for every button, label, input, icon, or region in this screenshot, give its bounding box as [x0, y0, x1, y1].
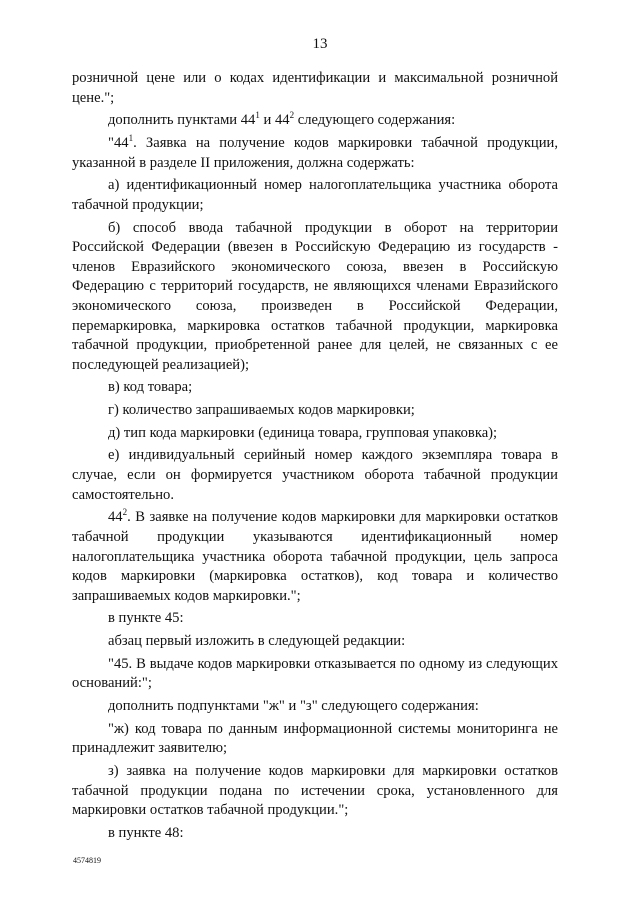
paragraph: з) заявка на получение кодов маркировки для маркировки остатков табачной продукции подана по истечении срока, установленного для маркировки остатков табачной продукции.";: [72, 763, 558, 819]
paragraph: в пункте 45:: [108, 610, 184, 627]
paragraph: г) количество запрашиваемых кодов маркировки;: [108, 402, 415, 419]
superscript: 1: [128, 133, 134, 144]
paragraph-text: . В заявке на получение кодов маркировки для маркировки остатков табачной продукции указываются идентификационный номер налогоплательщика участника оборота табачной продукции, цель запроса кодов маркировки (маркировка остатков), код товара и количество запрашиваемых кодов маркировки.";: [72, 509, 558, 604]
paragraph-text: дополнить пунктами 44: [108, 112, 256, 129]
paragraph: розничной цене или о кодах идентификации и максимальной розничной цене.";: [72, 70, 558, 106]
paragraph: в) код товара;: [108, 379, 193, 396]
paragraph-text: следующего содержания:: [294, 112, 456, 129]
paragraph: дополнить подпунктами "ж" и "з" следующего содержания:: [108, 698, 479, 715]
superscript: 1: [255, 110, 260, 121]
paragraph: в пункте 48:: [108, 824, 184, 841]
document-code: 4574819: [73, 856, 101, 865]
paragraph: [72, 134, 558, 173]
paragraph: [72, 111, 558, 131]
paragraph: "ж) код товара по данным информационной системы мониторинга не принадлежит заявителю;: [72, 720, 558, 757]
paragraph: е) индивидуальный серийный номер каждого экземпляра товара в случае, если он формируется участником оборота табачной продукции самостоятельно.: [72, 447, 558, 503]
superscript: 2: [289, 110, 295, 121]
document-body: [72, 69, 558, 847]
paragraph: д) тип кода маркировки (единица товара, групповая упаковка);: [108, 424, 498, 441]
paragraph-text: 44: [108, 509, 123, 526]
paragraph-text: "44: [108, 134, 129, 151]
superscript: 2: [122, 507, 128, 518]
page-number: 13: [312, 36, 328, 52]
paragraph: [72, 508, 558, 606]
paragraph-text: . Заявка на получение кодов маркировки табачной продукции, указанной в разделе II приложения, должна содержать:: [72, 134, 558, 171]
paragraph-text: и 44: [259, 112, 290, 129]
paragraph: абзац первый изложить в следующей редакции:: [108, 633, 406, 650]
paragraph: а) идентификационный номер налогоплательщика участника оборота табачной продукции;: [72, 177, 558, 213]
paragraph: б) способ ввода табачной продукции в оборот на территории Российской Федерации (ввезен в Российскую Федерацию из государств - членов Евразийского экономического союза, ввезен в Российскую Федерацию с территорий государств, не являющихся членами Евразийского экономического союза, произведен в Российской Федерации, перемаркировка, маркировка остатков табачной продукции, маркировка табачной продукции, приобретенной ранее для целей, не связанных с ее последующей реализацией);: [72, 219, 558, 373]
paragraph: "45. В выдаче кодов маркировки отказывается по одному из следующих оснований:";: [72, 655, 558, 692]
